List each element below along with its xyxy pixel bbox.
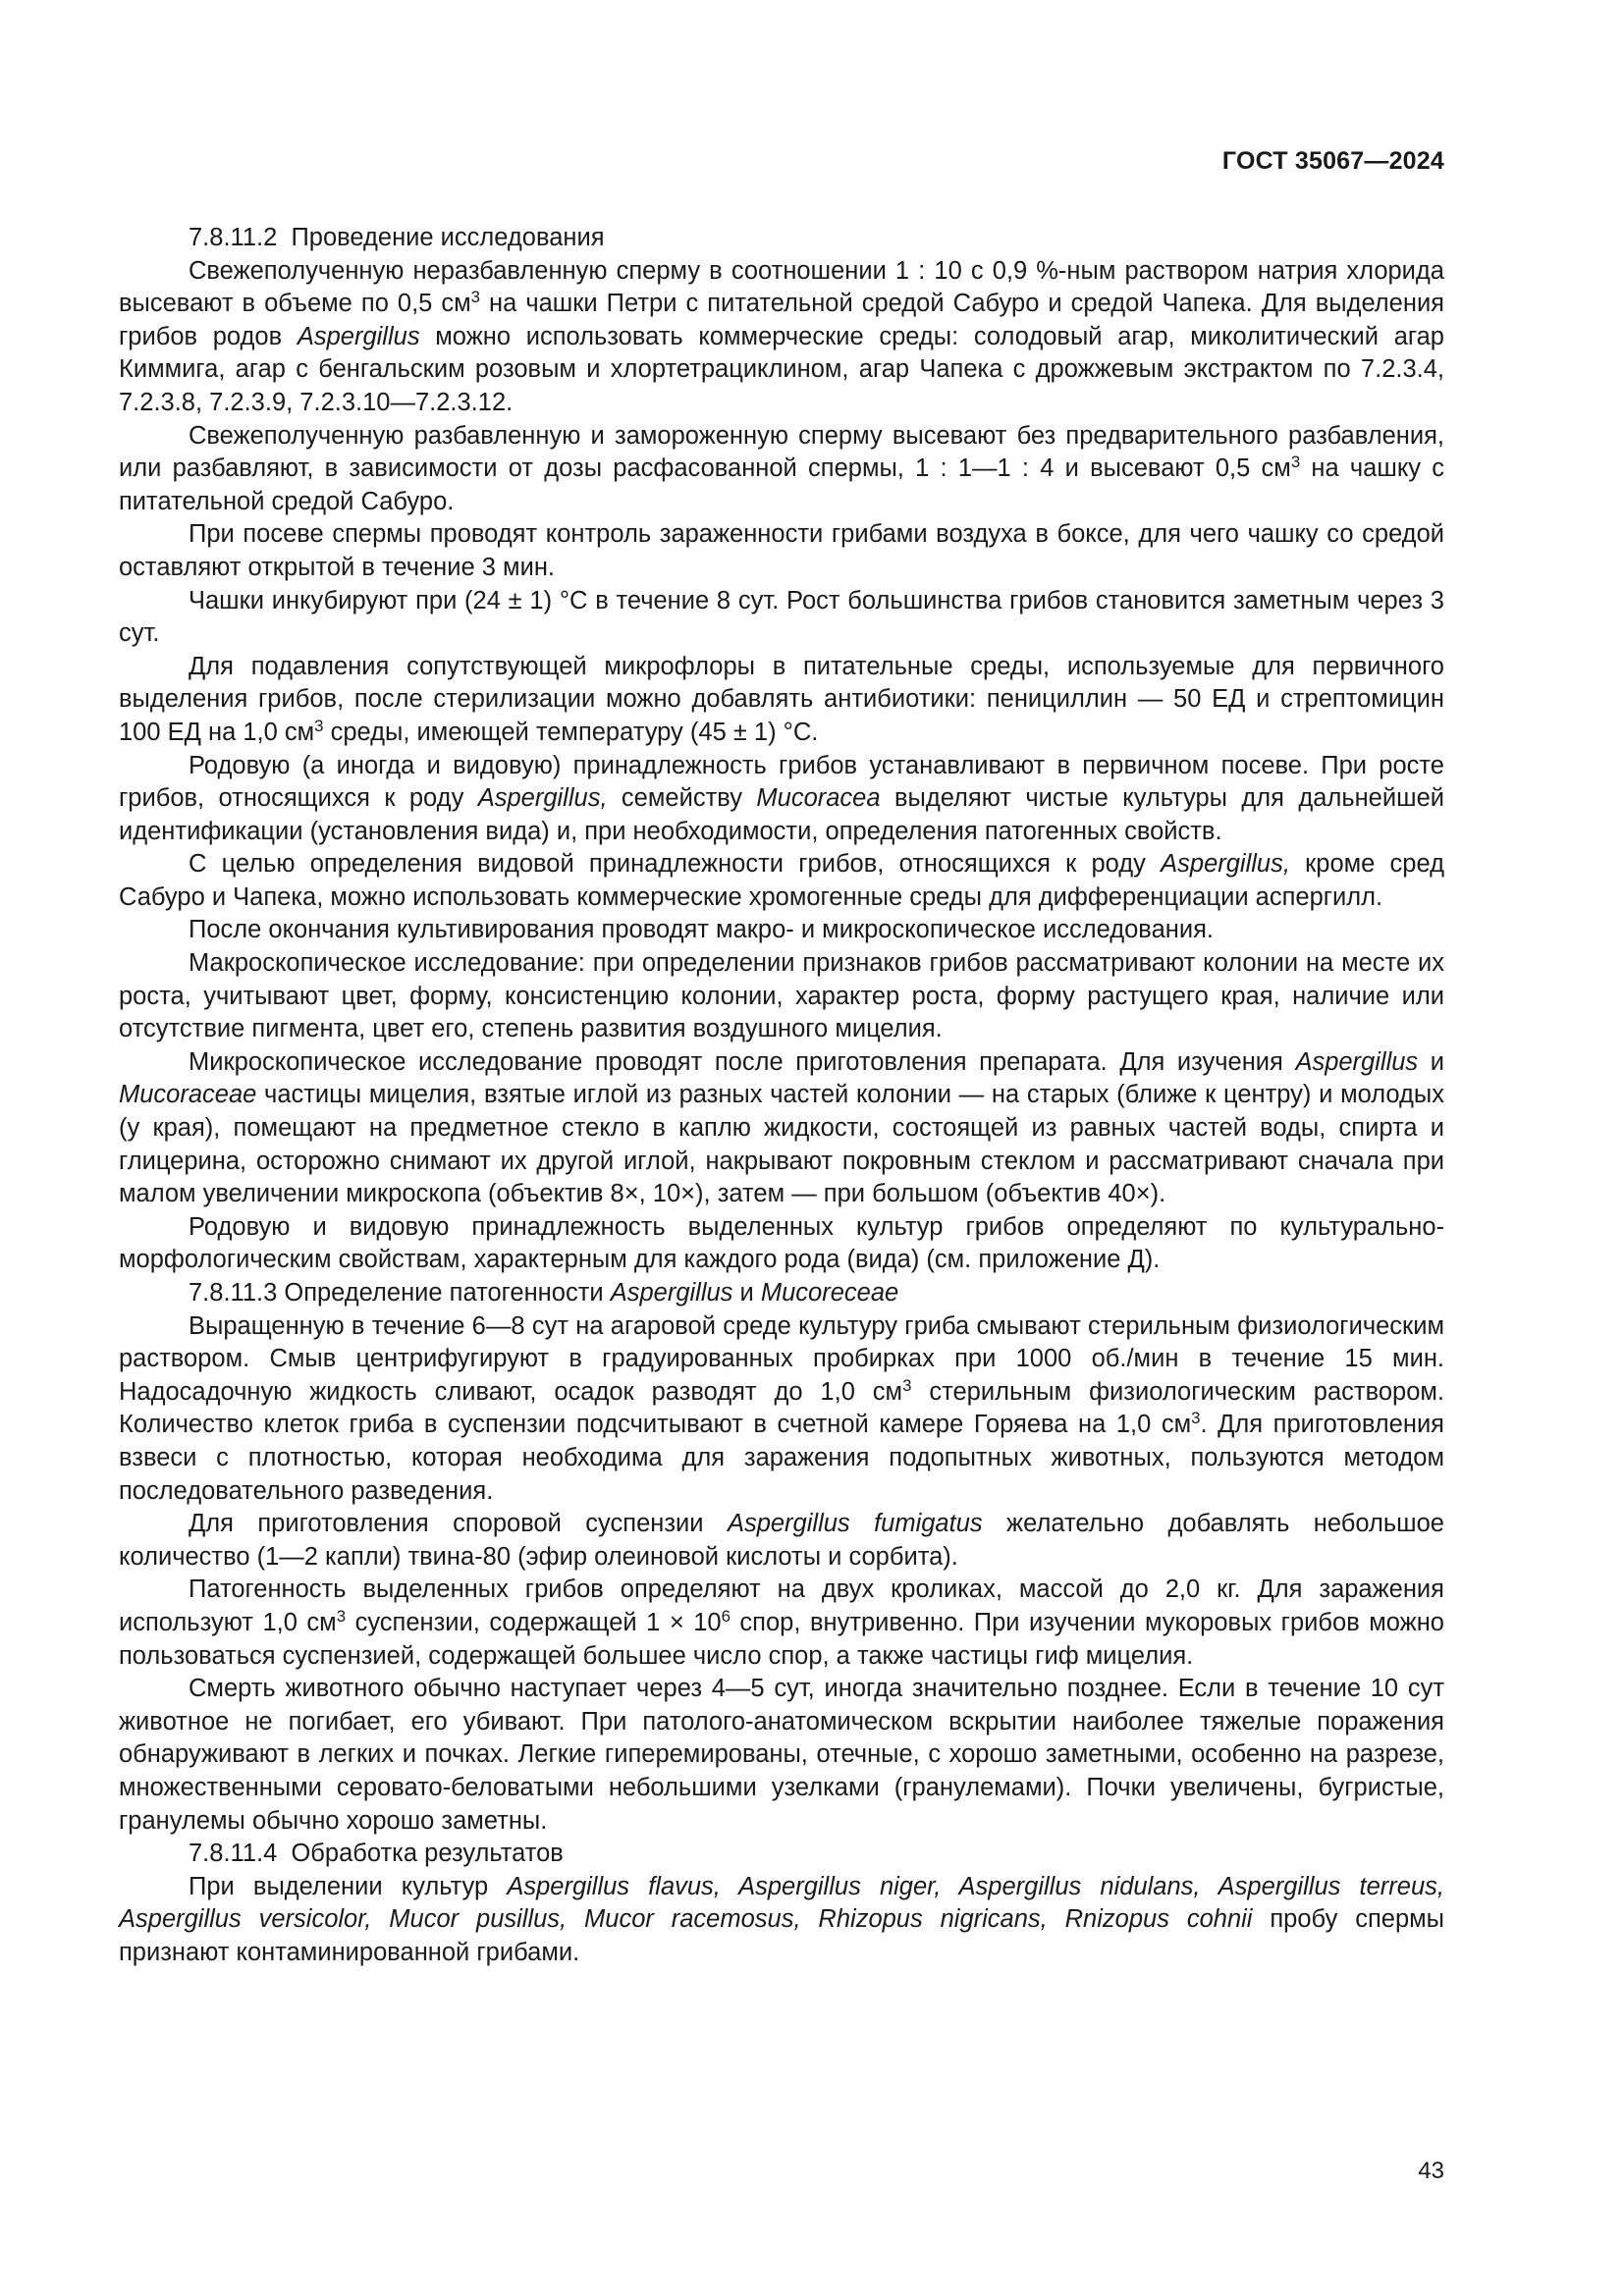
italic-text: Aspergillus flavus, Aspergillus niger, Aspergillus nidulans, Aspergillus terreus, Aspergillus versicolor, Mucor pusillus, Mucor racemosus, Rhizopus nigricans, Rnizopus cohnii (119, 1872, 1444, 1934)
italic-text: Aspergillus, (1161, 850, 1290, 879)
body-paragraph (119, 1211, 1444, 1277)
text-run: После окончания культивирования проводят макро- и микроскопическое исследования. (189, 916, 1214, 944)
text-run: Свежеполученную неразбавленную сперму в соотношении 1 : 10 с 0,9 %-ным раствором натрия хлорида высевают в объеме по 0,5 см (119, 256, 1444, 318)
section-number: 7.8.11.4 (189, 1840, 278, 1868)
section-title: Обработка результатов (291, 1840, 564, 1868)
body-paragraph (119, 1310, 1444, 1509)
body-paragraph (119, 585, 1444, 651)
body-paragraph (119, 518, 1444, 584)
text-run: пробу спермы признают контаминированной грибами. (119, 1905, 1444, 1966)
body-paragraph (119, 1673, 1444, 1838)
section-heading (119, 1838, 1444, 1871)
body-paragraph (119, 651, 1444, 750)
text-run: Для подавления сопутствующей микрофлоры в питательные среды, используемые для первичного выделения грибов, после стерилизации можно добавлять антибиотики: пенициллин — 50 ЕД и стрептомицин 100 ЕД на 1,0 см (119, 652, 1444, 746)
body-paragraph (119, 947, 1444, 1046)
italic-text: Mucoraceae (119, 1081, 257, 1109)
text-run: При выделении культур (189, 1872, 508, 1900)
text-run: Родовую (а иногда и видовую) принадлежность грибов устанавливают в первичном посеве. При росте грибов, относящихся к роду (119, 751, 1444, 813)
text-run: на чашки Петри с питательной средой Сабуро и средой Чапека. Для выделения грибов родов (119, 290, 1444, 350)
body-paragraph (119, 420, 1444, 519)
superscript: 3 (1290, 452, 1301, 471)
superscript: 3 (314, 716, 324, 735)
text-run: выделяют чистые культуры для дальнейшей идентификации (установления вида) и, при необходимости, определения патогенных свойств. (119, 784, 1444, 845)
body-paragraph (119, 750, 1444, 849)
body-paragraph (119, 1046, 1444, 1211)
section-number: 7.8.11.2 (189, 224, 278, 251)
superscript: 3 (902, 1375, 912, 1395)
text-run: среды, имеющей температуру (45 ± 1) °C. (323, 718, 819, 746)
text-run: Выращенную в течение 6—8 сут на агаровой среде культуру гриба смывают стерильным физиологическим раствором. Смыв центрифугируют в градуированных пробирках при 1000 об./мин в течение 15 мин. Надосадочную жидкость сливают, осадок разводят до 1,0 см (119, 1311, 1444, 1406)
italic-text: Aspergillus (1295, 1047, 1419, 1076)
text-run: кроме сред Сабуро и Чапека, можно использовать коммерческие хромогенные среды для дифференциации аспергилл. (119, 850, 1444, 911)
text-run: Для приготовления споровой суспензии (189, 1510, 728, 1538)
text-run: Смерть животного обычно наступает через 4—5 сут, иногда значительно позднее. Если в течение 10 сут животное не погибает, его убивают. При патолого-анатомическом вскрытии наиболее тяжелые поражения обнаруживают в легких и почках. Легкие гиперемированы, отечные, с хорошо заметными, особенно на разрезе, множественными серовато-беловатыми небольшими узелками (гранулемами). Почки увеличены, бугристые, гранулемы обычно хорошо заметны. (119, 1675, 1444, 1835)
italic-text: Mucoreceae (760, 1279, 899, 1307)
text-run: Родовую и видовую принадлежность выделенных культур грибов определяют по культурально-морфологическим свойствам, характерным для каждого рода (вида) (см. приложение Д). (119, 1212, 1444, 1274)
text-run: спор, внутривенно. При изучении мукоровых грибов можно пользоваться суспензией, содержащей большее число спор, а также частицы гиф мицелия. (119, 1608, 1444, 1670)
text-run: желательно добавлять небольшое количество (1—2 капли) твина-80 (эфир олеиновой кислоты и сорбита). (119, 1510, 1444, 1571)
text-run: Свежеполученную разбавленную и замороженную сперму высевают без предварительного разбавления, или разбавляют, в зависимости от дозы расфасованной спермы, 1 : 1—1 : 4 и высевают 0,5 см (119, 421, 1444, 483)
italic-text: Mucoracea (756, 784, 881, 813)
text-run: Патогенность выделенных грибов определяют на двух кроликах, массой до 2,0 кг. Для заражения используют 1,0 см (119, 1575, 1444, 1636)
text-run: семейству (607, 784, 757, 813)
text-run: стерильным физиологическим раствором. Количество клеток гриба в суспензии подсчитывают в счетной камере Горяева на 1,0 см (119, 1377, 1444, 1439)
page-number: 43 (1418, 2158, 1444, 2184)
superscript: 3 (336, 1606, 347, 1626)
document-body (119, 222, 1444, 1969)
superscript: 3 (1191, 1409, 1201, 1428)
text-run: Микроскопическое исследование проводят после приготовления препарата. Для изучения (189, 1047, 1296, 1076)
superscript: 3 (470, 287, 481, 306)
section-heading (119, 222, 1444, 255)
text-run: При посеве спермы проводят контроль зараженности грибами воздуха в боксе, для чего чашку со средой оставляют открытой в течение 3 мин. (119, 520, 1444, 581)
body-paragraph (119, 848, 1444, 914)
document-code: ГОСТ 35067—2024 (1221, 147, 1444, 175)
body-paragraph (119, 1508, 1444, 1574)
italic-text: Aspergillus (610, 1279, 733, 1307)
body-paragraph (119, 1277, 1444, 1310)
body-paragraph (119, 914, 1444, 947)
body-paragraph (119, 1574, 1444, 1673)
text-run: Макроскопическое исследование: при определении признаков грибов рассматривают колонии на месте их роста, учитывают цвет, форму, консистенцию колонии, характер роста, форму растущего края, наличие или отсутствие пигмента, цвет его, степень развития воздушного мицелия. (119, 949, 1444, 1043)
superscript: 6 (721, 1606, 731, 1626)
text-run: С целью определения видовой принадлежности грибов, относящихся к роду (189, 850, 1162, 879)
text-run: . Для приготовления взвеси с плотностью, которая необходима для заражения подопытных животных, пользуются методом последовательного разведения. (119, 1411, 1444, 1505)
text-run: на чашку с питательной средой Сабуро. (119, 454, 1444, 515)
text-run: Чашки инкубируют при (24 ± 1) °C в течение 8 сут. Рост большинства грибов становится заметным через 3 сут. (119, 586, 1444, 648)
text-run: суспензии, содержащей 1 × 10 (346, 1608, 722, 1636)
text-run: можно использовать коммерческие среды: солодовый агар, миколитический агар Киммига, агар с бенгальским розовым и хлортетрациклином, агар Чапека с дрожжевым экстрактом по 7.2.3.4, 7.2.3.8, 7.2.3.9, 7.2.3.10—7.2.3.12. (119, 322, 1444, 416)
text-run: частицы мицелия, взятые иглой из разных частей колонии — на старых (ближе к центру) и молодых (у края), помещают на предметное стекло в каплю жидкости, состоящей из равных частей воды, спирта и глицерина, осторожно снимают их другой иглой, накрывают покровным стеклом и рассматривают сначала при малом увеличении микроскопа (объектив 8×, 10×), затем — при большом (объектив 40×). (119, 1081, 1444, 1208)
italic-text: Aspergillus fumigatus (727, 1510, 983, 1538)
body-paragraph (119, 1871, 1444, 1970)
italic-text: Aspergillus (297, 322, 420, 350)
section-title: Проведение исследования (291, 224, 605, 251)
italic-text: Aspergillus, (477, 784, 608, 813)
text-run: 7.8.11.3 Определение патогенности (189, 1279, 611, 1307)
text-run: и (1418, 1047, 1444, 1076)
body-paragraph (119, 255, 1444, 420)
text-run: и (732, 1279, 761, 1307)
